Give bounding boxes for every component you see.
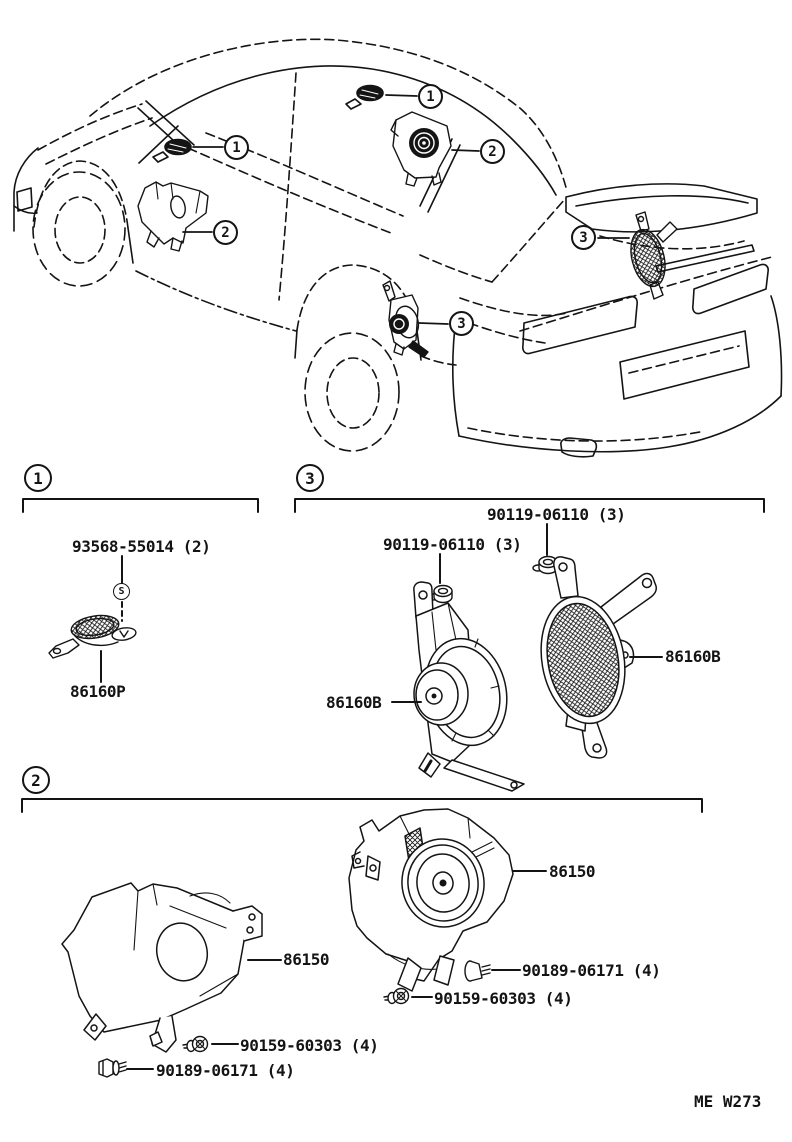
car-tweeter-right [346, 86, 383, 110]
callout-3-quarter-left [449, 311, 474, 336]
callout-2-door-right [480, 139, 505, 164]
car-quarter-speaker-left [383, 281, 428, 357]
callout-number: 3 [579, 229, 588, 246]
rear-speaker-left-assembly [414, 582, 524, 791]
callout-1-cowl-right [418, 84, 443, 109]
section-2-header-circle [22, 766, 50, 794]
part-label-86150-right: 86150 [549, 862, 596, 881]
section-3-header-circle [296, 464, 324, 492]
rear-wheel [305, 333, 399, 451]
part-label-90159-60303-right: 90159-60303 (4) [434, 989, 573, 1008]
rear-bumper [453, 296, 782, 457]
section1-drawing [49, 556, 137, 682]
callout-number: 1 [426, 88, 435, 105]
woofer-box-right [349, 809, 513, 991]
section3-drawing [392, 524, 662, 791]
car-outline [14, 39, 782, 456]
car-door-speaker-left [138, 182, 208, 251]
s-fastener-symbol [113, 583, 130, 600]
part-label-86160B-right: 86160B [665, 647, 721, 666]
section-number: 2 [31, 770, 41, 790]
callout-number: 2 [488, 143, 497, 160]
flat-screw-glyph-right [465, 961, 490, 981]
part-label-86160P: 86160P [70, 682, 126, 701]
part-label-90189-06171-right: 90189-06171 (4) [522, 961, 661, 980]
part-label-93568-55014: 93568-55014 (2) [72, 537, 211, 556]
section-number: 1 [33, 468, 43, 488]
car-tweeter-left [153, 140, 191, 163]
part-label-90119-06110-upper: 90119-06110 (3) [487, 505, 626, 524]
license-plate-recess [620, 331, 749, 399]
car-door-speaker-right [391, 112, 451, 186]
flat-bolt-glyph-left [99, 1059, 126, 1077]
woofer-box-left [62, 883, 262, 1052]
callout-3-deck-right [571, 225, 596, 250]
part-label-90119-06110-lower: 90119-06110 (3) [383, 535, 522, 554]
callout-number: 3 [457, 315, 466, 332]
part-label-90189-06171-left: 90189-06171 (4) [156, 1061, 295, 1080]
page-code: ME W273 [694, 1092, 762, 1111]
part-label-86150-left: 86150 [283, 950, 330, 969]
part-label-90159-60303-left: 90159-60303 (4) [240, 1036, 379, 1055]
section-number: 3 [305, 468, 315, 488]
part-label-86160B-left: 86160B [326, 693, 382, 712]
callout-2-door-left [213, 220, 238, 245]
pan-screw-glyph-left [183, 1037, 208, 1052]
front-wheel [33, 172, 125, 286]
s-symbol-letter: S [118, 586, 125, 597]
callout-number: 1 [232, 139, 241, 156]
callout-1-cowl-left [224, 135, 249, 160]
section-1-header-circle [24, 464, 52, 492]
pan-screw-glyph-right [384, 989, 409, 1004]
callout-number: 2 [221, 224, 230, 241]
